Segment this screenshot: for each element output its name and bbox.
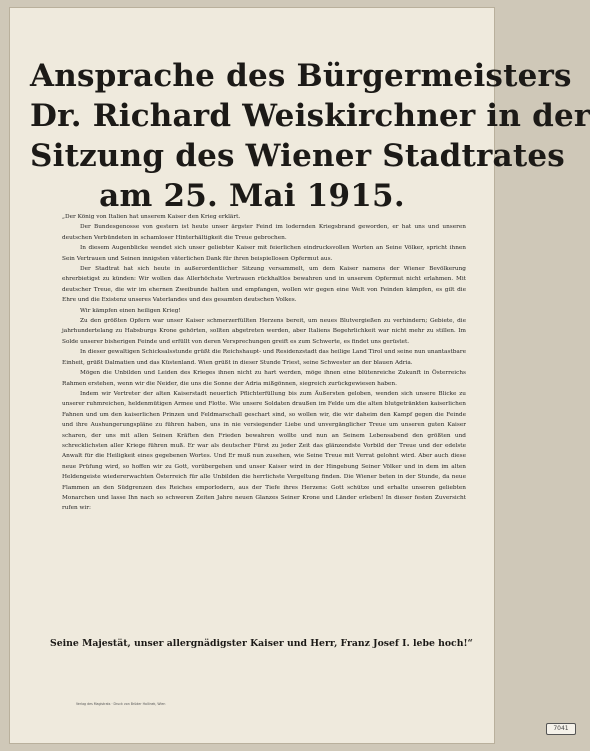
paragraph: „Der König von Italien hat unserem Kaiser den Krieg erklärt. <box>62 214 241 220</box>
printer-imprint: Verlag des Magistrats · Druck von Brüder Hollinek, Wien <box>76 702 166 706</box>
title-line: am 25. Mai 1915. <box>99 178 405 214</box>
archive-stamp: 7041 <box>546 723 576 735</box>
title-line: Ansprache des Bürgermeisters <box>30 58 572 94</box>
paragraph: Mögen die Unbilden und Leiden des Krieges ihnen nicht zu hart werden, möge ihnen eine blütenreiche Zukunft in Österreichs Rahmen erstehen, wenn wir die Neider, die uns die Sonne der Adria mißgönnen, siegreich zurückgewiesen haben. <box>62 370 466 387</box>
poster-title <box>30 56 590 216</box>
paragraph: In dieser gewaltigen Schicksalsstunde grüßt die Reichshaupt- und Residenzstadt das heilige Land Tirol und seine nun unantastbare Einheit, grüßt Dalmatien und das Küstenland. Wien grüßt in dieser Stunde Triest, seine Schwester an der blauen Adria. <box>62 349 466 366</box>
paragraph: Der Stadtrat hat sich heute in außerordentlicher Sitzung versammelt, um dem Kaiser namens der Wiener Bevölkerung ehrerbietigst zu künden: Wir wollen das Allerhöchste Vertrauen rückhaltlos bewahren und in unserem Opfermut nicht erlahmen. Mit deutscher Treue, die wir im ehernen Zweibunde halten und empfangen, wollen wir gegen eine Welt von Feinden kämpfen, es gilt die Ehre und die Existenz unseres Vaterlandes und des gesamten deutschen Volkes. <box>62 266 466 304</box>
paragraph: Der Bundesgenosse von gestern ist heute unser ärgster Feind im lodernden Kriegsbrand geworden, er hat uns und unseren deutschen Verbündeten in schamloser Hinterhältigkeit die Treue gebrochen. <box>62 224 466 241</box>
title-line: Sitzung des Wiener Stadtrates <box>30 138 565 174</box>
paragraph: Indem wir Vertreter der alten Kaiserstadt neuerlich Pflichterfüllung bis zum Äußersten geloben, wenden sich unsere Blicke zu unserer ruhmreichen, heldenmütigen Armee und Flotte. Wie unsere Soldaten draußen im Felde um die alten blutgetränkten kaiserlichen Fahnen und um den kaiserlichen Prinzen und Feldmarschall geschart sind, so wollen wir, die wir daheim den Kampf gegen die Feinde und ihre Aushungerungspläne zu führen haben, uns in nie versiegender Liebe und unvergänglicher Treue um unseren guten Kaiser scharen, der uns mit allen Seinen Kräften den Frieden bewahren wollte und nun an Seinem Lebensabend den größten und schrecklichsten aller Kriege führen muß. Er war als deutscher Fürst zu jeder Zeit das glänzendste Vorbild der Treue und der edelste Anwalt für die Heiligkeit eines gegebenen Wortes. Und Er muß nun zusehen, wie Seine Treue mit Verrat gelohnt wird. Aber auch diese neue Prüfung wird, so hoffen wir zu Gott, vorübergehen und unser Kaiser wird in der Hingebung Seiner Völker und in dem im alten Heldengeiste wiedererwachten Österreich für alle Unbilden die herrlichste Vergeltung finden. Die Wiener beten in der Stunde, da neue Flammen an den Südgrenzen des Reiches emporlodern, aus der Tiefe ihres Herzens: Gott schütze und erhalte unseren geliebten Monarchen und lasse Ihn nach so schweren Zeiten Jahre neuen Glanzes Seiner Krone und Länder erleben! In dieser festen Zuversicht rufen wir: <box>62 390 466 512</box>
title-line: Dr. Richard Weiskirchner in der <box>30 98 590 134</box>
speech-body <box>62 212 466 514</box>
paragraph: In diesem Augenblicke wendet sich unser geliebter Kaiser mit feierlichen eindrucksvollen Worten an Seine Völker, spricht ihnen Sein Vertrauen und Seinen innigsten väterlichen Dank für ihren beispiellosen Opfermut aus. <box>62 245 466 262</box>
closing-acclamation: Seine Majestät, unser allergnädigster Kaiser und Herr, Franz Josef I. lebe hoch!“ <box>50 638 473 649</box>
paragraph: Wir kämpfen einen heiligen Krieg! <box>80 307 181 314</box>
paragraph: Zu den größten Opfern war unser Kaiser schmerzerfüllten Herzens bereit, um neues Blutvergießen zu verhindern; Gebiete, die jahrhundertelang zu Habsburgs Krone gehörten, sollten abgetreten werden, aber Italiens Begehrlichkeit war nicht mehr zu stillen. Im Solde unserer bisherigen Feinde und erfüllt von deren Versprechungen greift es zum Schwerte, es findet uns gerüstet. <box>62 318 466 345</box>
